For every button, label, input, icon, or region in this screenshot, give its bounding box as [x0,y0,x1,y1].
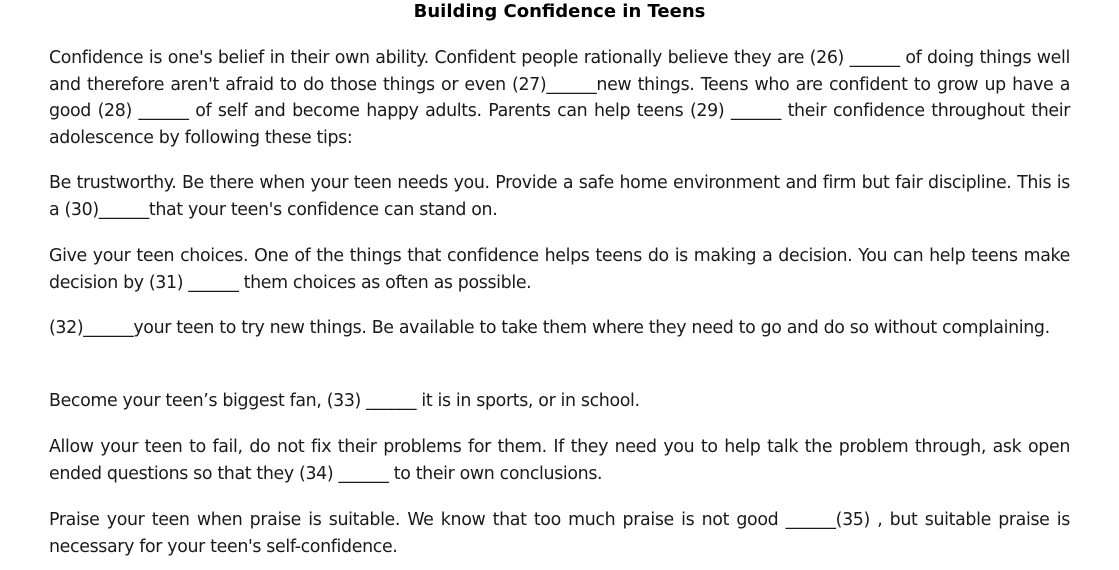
paragraph-intro: Confidence is one's belief in their own ability. Confident people rationally believe they are (26) ______ of doing things well and therefore aren't afraid to do those things or even (27)______new things. Teens who are confident to grow up have a good (28) ______ of self and become happy adults. Parents can help teens (29) ______ their confidence throughout their adolescence by following these tips: [49,48,1070,148]
paragraph-choices: Give your teen choices. One of the things that confidence helps teens do is making a decision. You can help teens make decision by (31) ______ them choices as often as possible. [49,246,1070,293]
paragraph-biggest-fan: Become your teen’s biggest fan, (33) ______ it is in sports, or in school. [49,391,640,411]
document-title: Building Confidence in Teens [413,1,706,22]
paragraph-allow-fail: Allow your teen to fail, do not fix their problems for them. If they need you to help talk the problem through, ask open ended questions so that they (34) ______ to their own conclusions. [49,437,1070,484]
paragraph-trustworthy: Be trustworthy. Be there when your teen needs you. Provide a safe home environment and firm but fair discipline. This is a (30)______that your teen's confidence can stand on. [49,173,1070,220]
paragraph-praise: Praise your teen when praise is suitable. We know that too much praise is not good ______(35) , but suitable praise is necessary for your teen's self-confidence. [49,510,1070,557]
paragraph-new-things: (32)______your teen to try new things. Be available to take them where they need to go and do so without complaining. [49,318,1050,338]
